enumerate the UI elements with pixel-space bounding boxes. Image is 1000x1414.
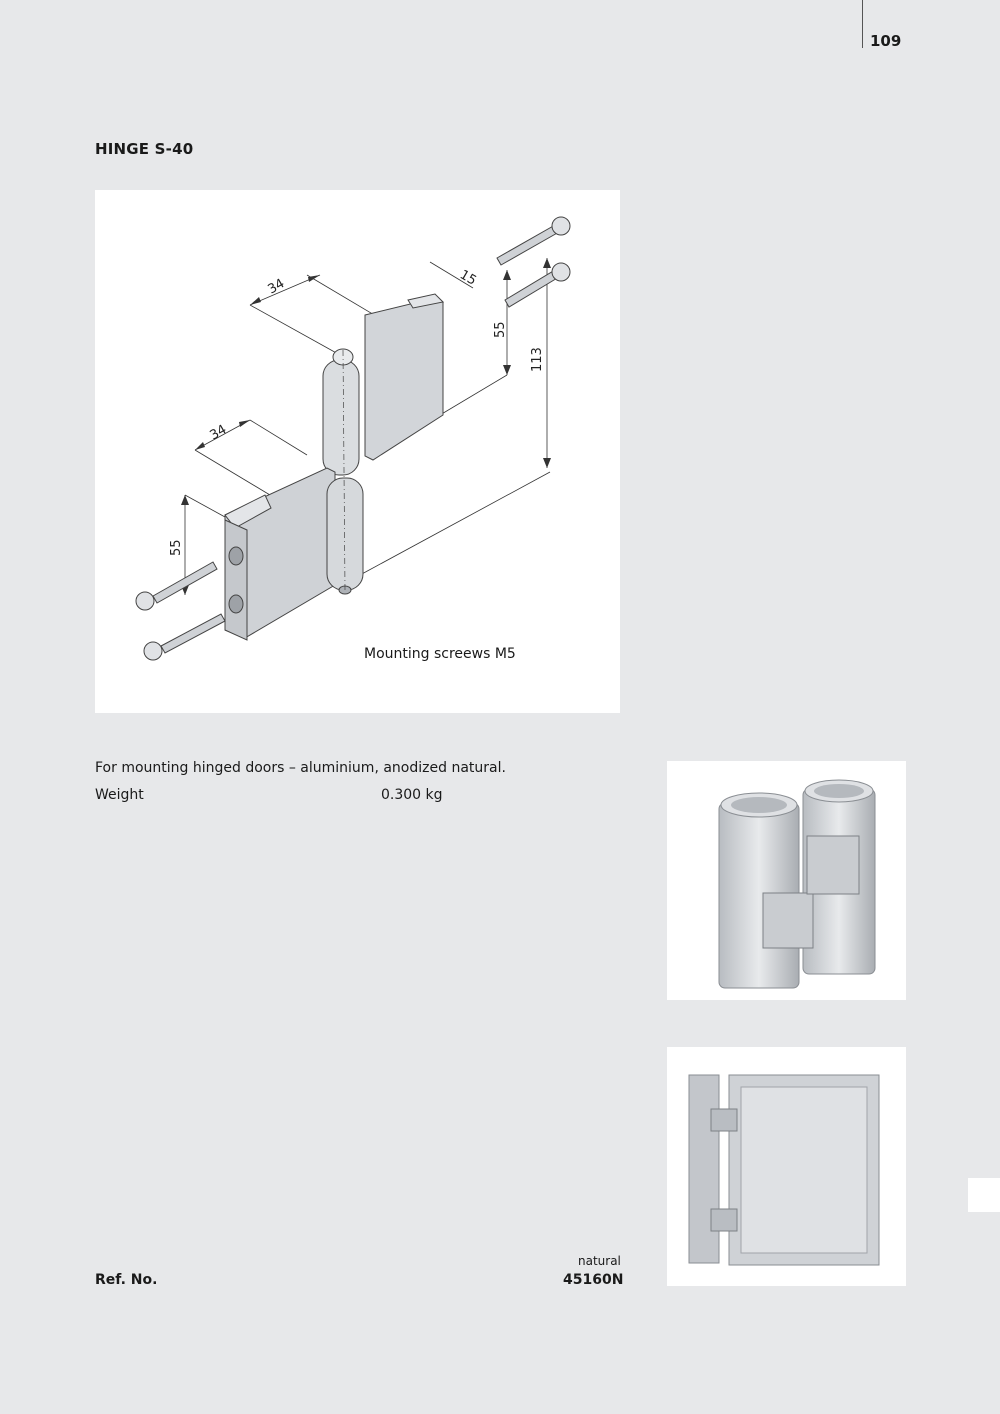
dimension-upper-width: 34 [265,276,288,298]
hinge-drawing [95,190,620,713]
dimension-lower-width: 34 [207,422,230,444]
section-tab [968,1178,1000,1212]
dimension-total-height: 113 [530,347,545,372]
dimension-upper-spacing: 55 [493,321,508,338]
weight-value: 0.300 kg [381,787,443,803]
door-panel-photo [667,1047,906,1286]
weight-label: Weight [95,787,144,803]
drawing-caption: Mounting screews M5 [364,646,516,662]
product-description: For mounting hinged doors – aluminium, anodized natural. [95,760,506,776]
product-title: HINGE S-40 [95,140,194,158]
page-number: 109 [870,32,902,50]
variant-label: natural [578,1254,621,1268]
dimension-lower-spacing: 55 [169,539,184,556]
ref-number: 45160N [563,1272,624,1288]
profile-hinge-illustration [667,761,906,1000]
door-panel-illustration [667,1047,906,1286]
hinge-mounted-photo [667,761,906,1000]
technical-drawing [95,190,620,713]
header-rule [862,0,863,48]
ref-no-label: Ref. No. [95,1272,158,1288]
dimension-offset: 15 [457,267,479,289]
